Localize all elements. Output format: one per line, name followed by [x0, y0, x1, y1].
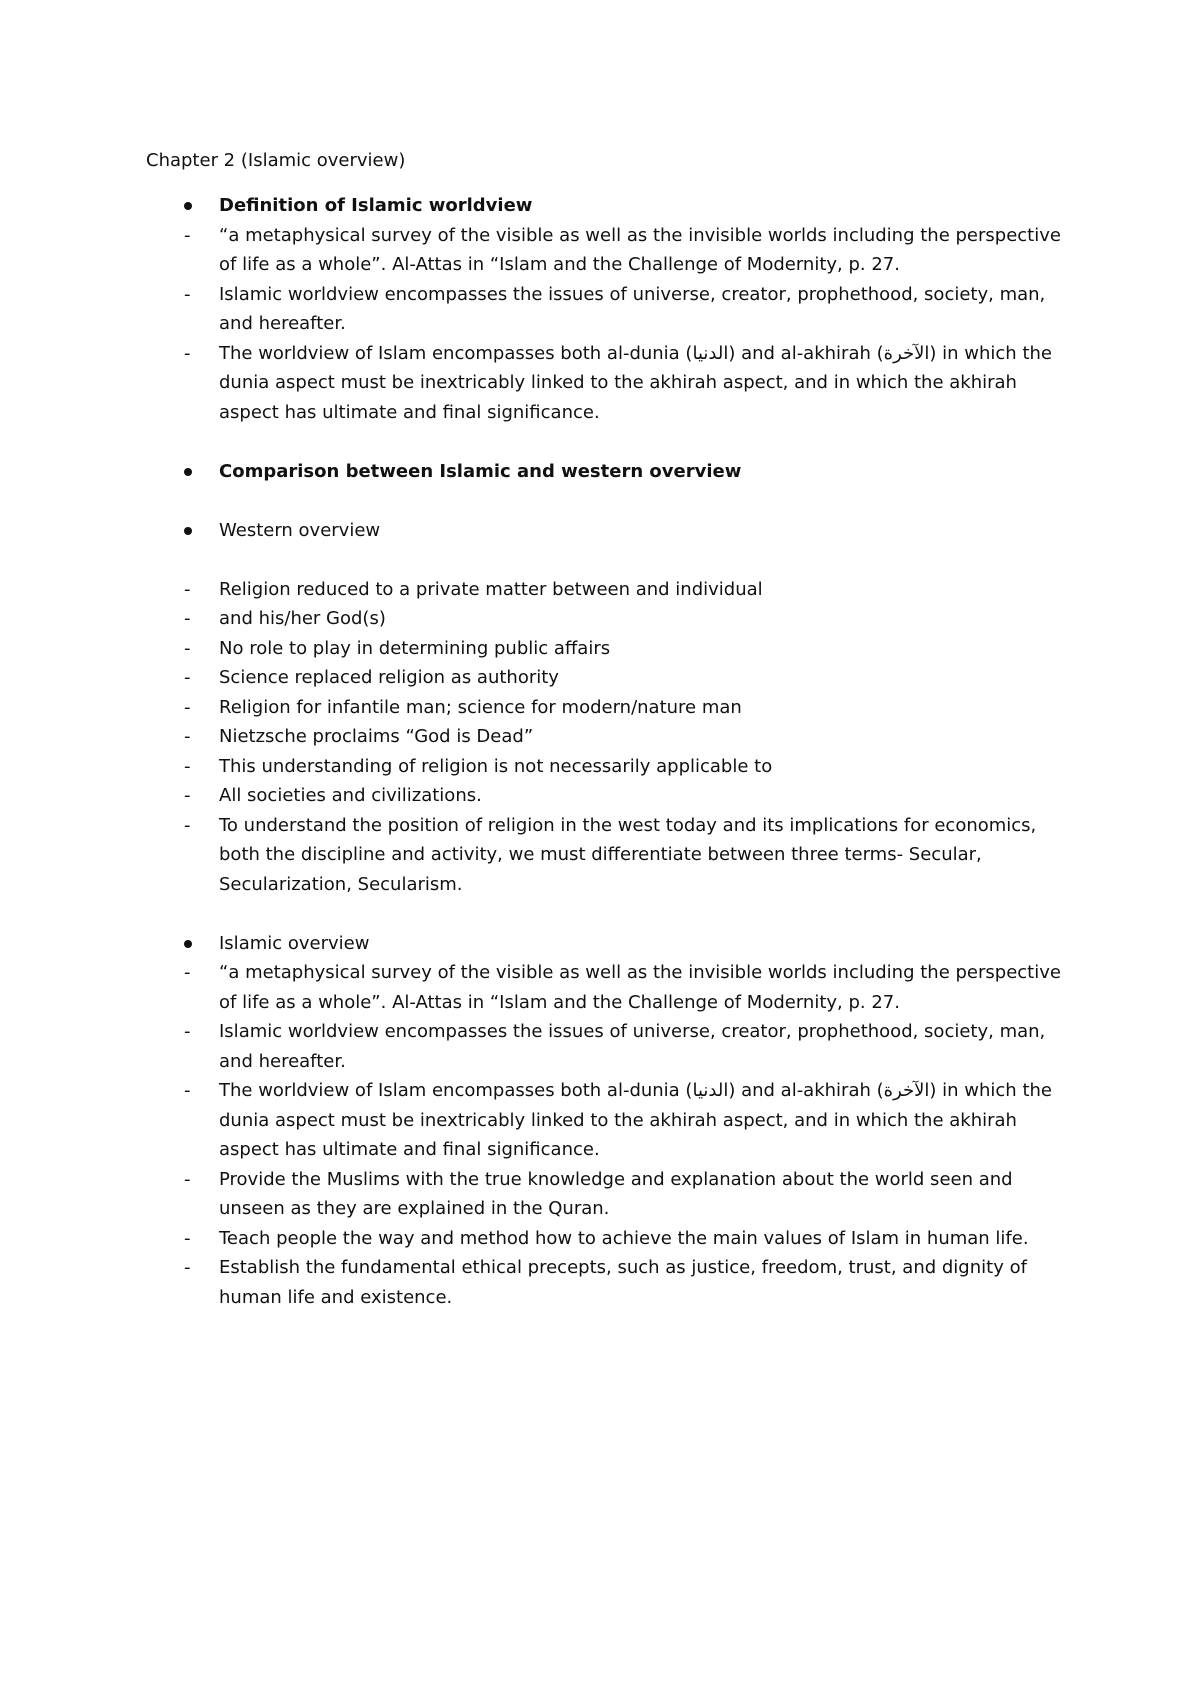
list-item: - To understand the position of religion in the west today and its implications for economics, both the discipline and activity, we must differentiate between three terms- Secular, Secularization, Secularism. — [146, 811, 1066, 900]
bullet-icon — [184, 940, 192, 948]
list-item: - Islamic worldview encompasses the issues of universe, creator, prophethood, society, man, and hereafter. — [146, 1017, 1066, 1076]
chapter-title: Chapter 2 (Islamic overview) — [146, 150, 406, 171]
list-item: - The worldview of Islam encompasses both al-dunia (الدنيا) and al-akhirah (الآخرة) in which the dunia aspect must be inextricably linked to the akhirah aspect, and in which the akhirah aspect has ultimate and final significance. — [146, 339, 1066, 428]
dash-marker: - — [184, 608, 191, 629]
list-item: - Religion reduced to a private matter between and individual — [146, 575, 1066, 605]
list-item: - Islamic worldview encompasses the issues of universe, creator, prophethood, society, man, and hereafter. — [146, 280, 1066, 339]
dash-marker: - — [184, 1168, 191, 1190]
bullet-icon — [184, 468, 192, 476]
list-item: - No role to play in determining public affairs — [146, 634, 1066, 664]
bullet-icon — [184, 202, 192, 210]
section-heading-islamic: Islamic overview — [146, 929, 1066, 959]
list-item: - The worldview of Islam encompasses both al-dunia (الدنيا) and al-akhirah (الآخرة) in which the dunia aspect must be inextricably linked to the akhirah aspect, and in which the akhirah aspect has ultimate and final significance. — [146, 1076, 1066, 1165]
section-heading-western: Western overview — [146, 516, 1066, 546]
document-page — [146, 146, 1066, 1312]
list-item: - Science replaced religion as authority — [146, 663, 1066, 693]
dash-marker: - — [184, 814, 191, 836]
list-item: - Religion for infantile man; science for modern/nature man — [146, 693, 1066, 723]
list-item: - Nietzsche proclaims “God is Dead” — [146, 722, 1066, 752]
dash-marker: - — [184, 283, 191, 305]
dash-marker: - — [184, 667, 191, 688]
dash-marker: - — [184, 1257, 191, 1278]
dash-marker: - — [184, 578, 191, 600]
dash-marker: - — [184, 726, 191, 747]
list-item: - Establish the fundamental ethical precepts, such as justice, freedom, trust, and dignity of human life and existence. — [146, 1253, 1066, 1312]
dash-marker: - — [184, 342, 191, 364]
dash-marker: - — [184, 1227, 191, 1249]
bullet-icon — [184, 527, 192, 535]
list-item: - “a metaphysical survey of the visible as well as the invisible worlds including the perspective of life as a whole”. Al-Attas in “Islam and the Challenge of Modernity, p. 27. — [146, 221, 1066, 280]
dash-marker: - — [184, 962, 191, 983]
list-item: - Teach people the way and method how to achieve the main values of Islam in human life. — [146, 1224, 1066, 1254]
list-item: - “a metaphysical survey of the visible as well as the invisible worlds including the perspective of life as a whole”. Al-Attas in “Islam and the Challenge of Modernity, p. 27. — [146, 958, 1066, 1017]
list-item: - Provide the Muslims with the true knowledge and explanation about the world seen and unseen as they are explained in the Quran. — [146, 1165, 1066, 1224]
section-heading-comparison: Comparison between Islamic and western overview — [146, 457, 1066, 487]
list-item: - All societies and civilizations. — [146, 781, 1066, 811]
list-item: - This understanding of religion is not necessarily applicable to — [146, 752, 1066, 782]
dash-marker: - — [184, 755, 191, 777]
dash-marker: - — [184, 785, 191, 806]
dash-marker: - — [184, 696, 191, 718]
dash-marker: - — [184, 637, 191, 659]
list-item: - and his/her God(s) — [146, 604, 1066, 634]
section-heading-definition: Definition of Islamic worldview — [146, 191, 1066, 221]
dash-marker: - — [184, 1080, 191, 1101]
dash-marker: - — [184, 1021, 191, 1042]
dash-marker: - — [184, 224, 191, 246]
